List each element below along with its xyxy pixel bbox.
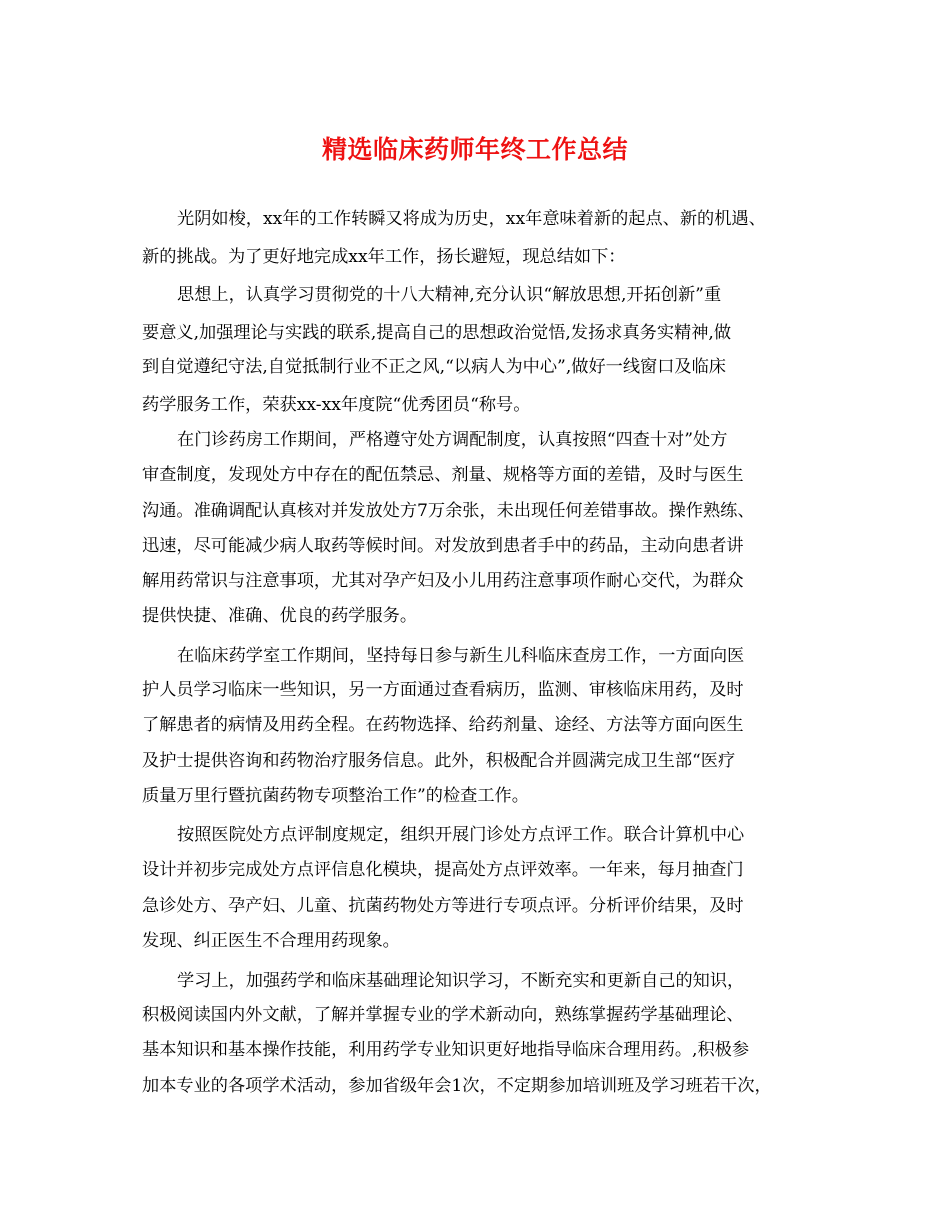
- paragraph-line: 按照医院处方点评制度规定，组织开展门诊处方点评工作。联合计算机中心: [177, 825, 745, 845]
- paragraph-line: 提供快捷、准确、优良的药学服务。: [142, 606, 418, 626]
- paragraph-line: 加本专业的各项学术活动，参加省级年会1次，不定期参加培训班及学习班若干次，: [142, 1076, 772, 1096]
- paragraph-line: 解用药常识与注意事项，尤其对孕产妇及小儿用药注意事项作耐心交代，为群众: [142, 571, 744, 591]
- paragraph-line: 护人员学习临床一些知识，另一方面通过查看病历，监测、审核临床用药，及时: [142, 680, 744, 700]
- paragraph-line: 在门诊药房工作期间，严格遵守处方调配制度，认真按照“四查十对”处方: [177, 430, 728, 450]
- paragraph-line: 了解患者的病情及用药全程。在药物选择、给药剂量、途经、方法等方面向医生: [142, 715, 744, 735]
- paragraph-line: 思想上，认真学习贯彻党的十八大精神,充分认识“解放思想,开拓创新”重: [177, 285, 722, 305]
- paragraph-line: 积极阅读国内外文献，了解并掌握专业的学术新动向，熟练掌握药学基础理论、: [142, 1005, 744, 1025]
- paragraph-line: 迅速，尽可能减少病人取药等候时间。对发放到患者手中的药品，主动向患者讲: [142, 536, 744, 556]
- paragraph-line: 设计并初步完成处方点评信息化模块，提高处方点评效率。一年来，每月抽查门: [142, 860, 744, 880]
- paragraph-line: 光阴如梭，xx年的工作转瞬又将成为历史，xx年意味着新的起点、新的机遇、: [177, 209, 766, 229]
- paragraph-line: 药学服务工作，荣获xx-xx年度院“优秀团员“称号。: [142, 395, 531, 415]
- paragraph-line: 质量万里行暨抗菌药物专项整治工作”的检查工作。: [142, 786, 529, 806]
- paragraph-line: 沟通。准确调配认真核对并发放处方7万余张，未出现任何差错事故。操作熟练、: [142, 501, 755, 521]
- paragraph-line: 审查制度，发现处方中存在的配伍禁忌、剂量、规格等方面的差错，及时与医生: [142, 465, 744, 485]
- document-title: 精选临床药师年终工作总结: [321, 135, 628, 164]
- paragraph-line: 学习上，加强药学和临床基础理论知识学习，不断充实和更新自己的知识，: [177, 971, 745, 991]
- paragraph-line: 发现、纠正医生不合理用药现象。: [142, 931, 400, 951]
- paragraph-line: 在临床药学室工作期间，坚持每日参与新生儿科临床查房工作，一方面向医: [177, 646, 745, 666]
- paragraph-line: 到自觉遵纪守法,自觉抵制行业不正之风,“以病人为中心”,做好一线窗口及临床: [142, 357, 726, 377]
- paragraph-line: 新的挑战。为了更好地完成xx年工作，扬长避短，现总结如下：: [142, 247, 626, 267]
- paragraph-line: 要意义,加强理论与实践的联系,提高自己的思想政治觉悟,发扬求真务实精神,做: [142, 323, 732, 343]
- paragraph-line: 基本知识和基本操作技能，利用药学专业知识更好地指导临床合理用药。,积极参: [142, 1040, 750, 1060]
- paragraph-line: 及护士提供咨询和药物治疗服务信息。此外，积极配合并圆满完成卫生部“医疗: [142, 751, 736, 771]
- paragraph-line: 急诊处方、孕产妇、儿童、抗菌药物处方等进行专项点评。分析评价结果，及时: [142, 896, 744, 916]
